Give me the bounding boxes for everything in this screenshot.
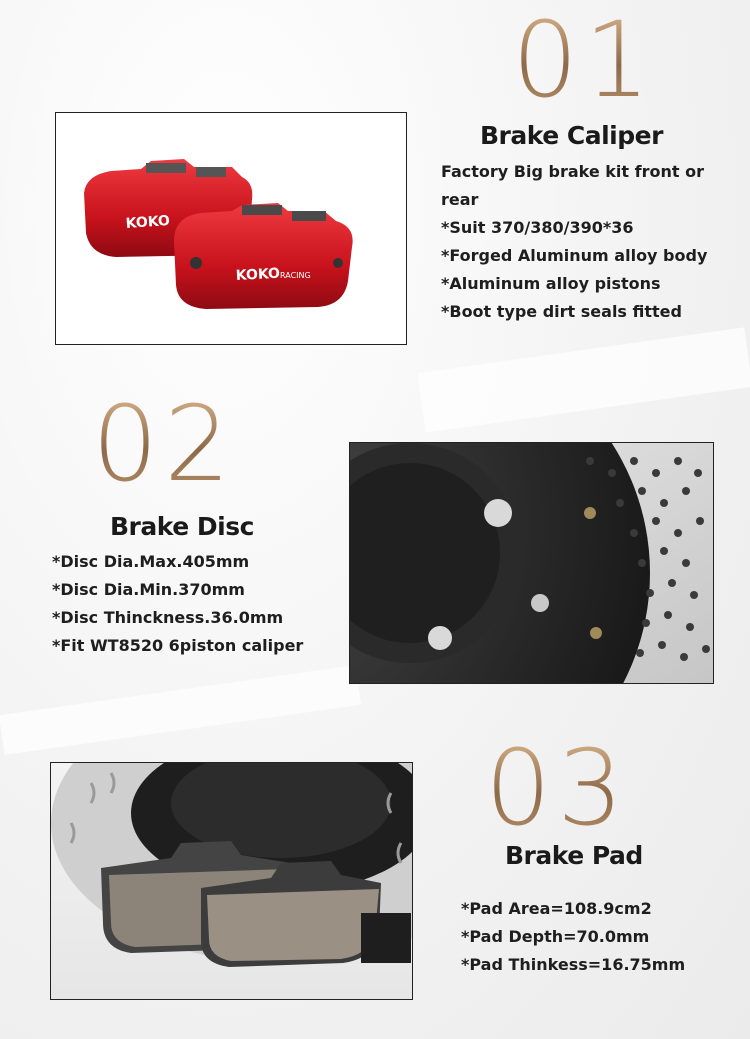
spec-line: *Disc Dia.Max.405mm	[52, 552, 250, 571]
disc-illustration	[350, 443, 713, 683]
spec-line: *Forged Aluminum alloy body	[441, 246, 708, 265]
caliper-spec-list	[441, 158, 707, 326]
caliper-image	[55, 112, 407, 345]
section-title-brake-caliper: Brake Caliper	[480, 121, 663, 150]
section-title-brake-disc: Brake Disc	[110, 512, 254, 541]
spec-line: *Pad Depth=70.0mm	[461, 927, 650, 946]
caliper-brand-subtext: RACING	[280, 271, 311, 280]
spec-line: *Disc Thinckness.36.0mm	[52, 608, 284, 627]
disc-image	[349, 442, 714, 684]
spec-line: *Fit WT8520 6piston caliper	[52, 636, 304, 655]
caliper-illustration	[56, 113, 406, 344]
section-number-01: 01	[512, 0, 657, 121]
spec-line: *Aluminum alloy pistons	[441, 274, 661, 293]
caliper-brand-text: KOKO	[235, 265, 281, 284]
spec-line: Factory Big brake kit front or	[441, 162, 704, 181]
spec-line: *Pad Thinkess=16.75mm	[461, 955, 686, 974]
background-streak	[417, 327, 750, 432]
section-number-02: 02	[92, 383, 237, 505]
spec-line: rear	[441, 190, 479, 209]
pad-illustration	[51, 763, 412, 999]
caliper-brand-text: KOKO	[125, 212, 171, 232]
section-title-brake-pad: Brake Pad	[505, 841, 643, 870]
spec-line: *Suit 370/380/390*36	[441, 218, 634, 237]
spec-line: *Pad Area=108.9cm2	[461, 899, 652, 918]
section-number-03: 03	[485, 727, 630, 849]
spec-line: *Disc Dia.Min.370mm	[52, 580, 245, 599]
spec-line: *Boot type dirt seals fitted	[441, 302, 682, 321]
background-streak	[0, 665, 361, 755]
pad-image	[50, 762, 413, 1000]
disc-spec-list	[52, 548, 303, 660]
pad-spec-list	[461, 895, 685, 979]
